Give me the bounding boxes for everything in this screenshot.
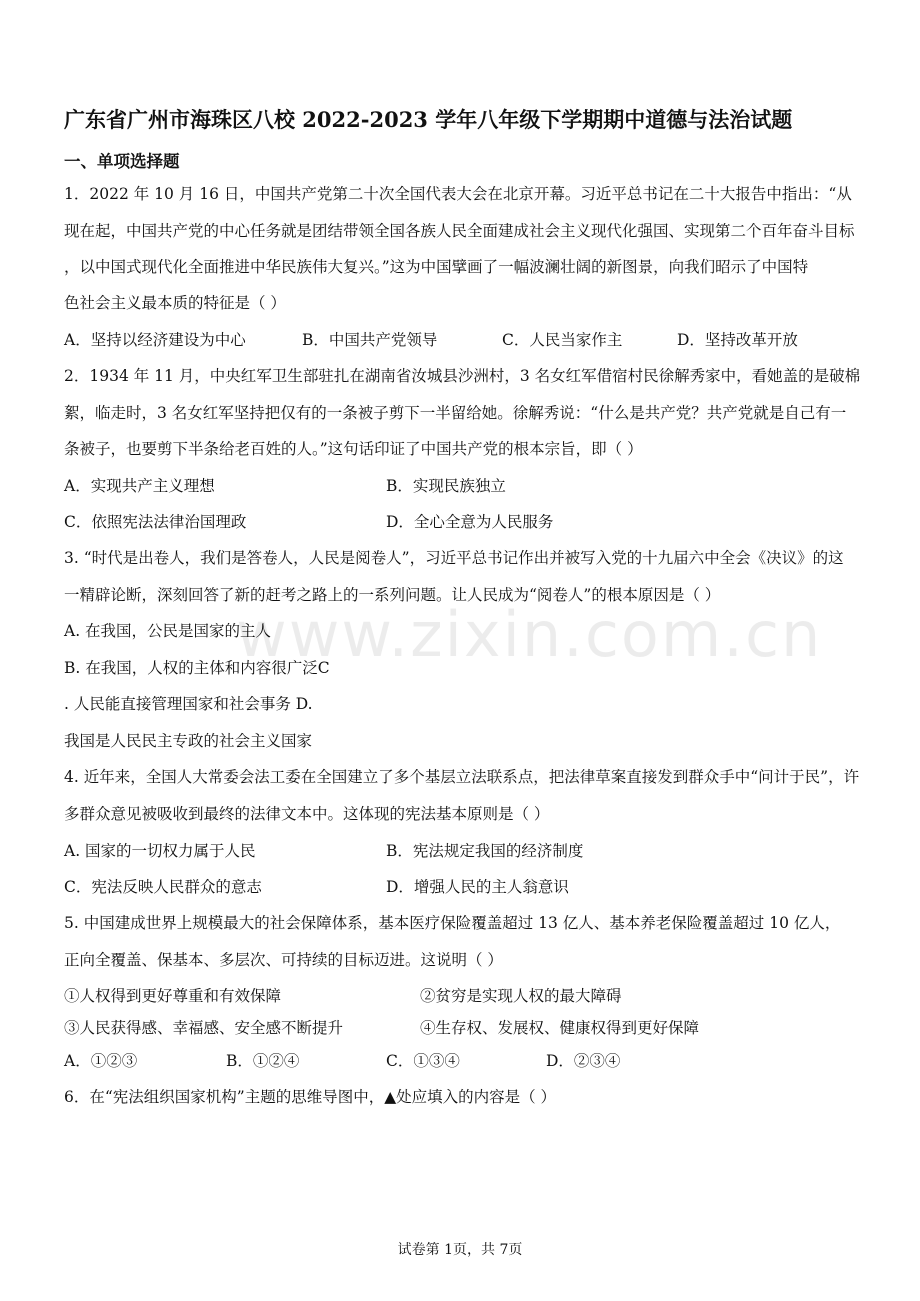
question-2-line-1: 2．1934 年 11 月，中央红军卫生部驻扎在湖南省汝城县沙洲村，3 名女红军借宿村民徐解秀家中，看她盖的是破棉 [64, 367, 861, 385]
page-footer: 试卷第 1页，共 7页 [397, 1242, 523, 1258]
question-5-option-b: B．①②④ [226, 1052, 300, 1070]
question-6-line-1: 6．在“宪法组织国家机构”主题的思维导图中，▲处应填入的内容是（ ） [64, 1088, 557, 1106]
question-5-option-c: C．①③④ [386, 1052, 460, 1070]
question-5-line-1: 5. 中国建成世界上规模最大的社会保障体系，基本医疗保险覆盖超过 13 亿人、基本养老保险覆盖超过 10 亿人， [64, 914, 841, 932]
question-4-option-d: D．增强人民的主人翁意识 [386, 878, 569, 896]
question-2-line-2: 絮，临走时，3 名女红军坚持把仅有的一条被子剪下一半留给她。徐解秀说：“什么是共产党？共产党就是自己有一 [64, 404, 847, 422]
question-4-line-1: 4. 近年来，全国人大常委会法工委在全国建立了多个基层立法联系点，把法律草案直接发到群众手中“问计于民”，许 [64, 768, 860, 786]
question-1-option-c: C．人民当家作主 [502, 331, 623, 349]
question-4-option-b: B．宪法规定我国的经济制度 [386, 842, 584, 860]
question-3-option-d: 我国是人民民主专政的社会主义国家 [64, 732, 313, 750]
question-1-option-b: B．中国共产党领导 [302, 331, 438, 349]
watermark-text: www.zixin.com.cn [236, 598, 823, 671]
question-3-option-b: B. 在我国，人权的主体和内容很广泛C [64, 659, 330, 677]
question-3-option-c: . 人民能直接管理国家和社会事务 D. [64, 695, 313, 713]
question-5-statement-1: ①人权得到更好尊重和有效保障 [64, 987, 282, 1005]
document-title: 广东省广州市海珠区八校 2022-2023 学年八年级下学期期中道德与法治试题 [64, 107, 793, 132]
question-3-line-2: 一精辟论断，深刻回答了新的赶考之路上的一系列问题。让人民成为“阅卷人”的根本原因是（ ） [64, 586, 721, 604]
question-5-statement-4: ④生存权、发展权、健康权得到更好保障 [420, 1019, 700, 1037]
question-1-line-3: ，以中国式现代化全面推进中华民族伟大复兴。”这为中国擘画了一幅波澜壮阔的新图景，向我们昭示了中国特 [64, 258, 809, 276]
section-heading: 一、单项选择题 [64, 152, 180, 171]
question-5-statement-2: ②贫穷是实现人权的最大障碍 [420, 987, 622, 1005]
question-2-line-3: 条被子，也要剪下半条给老百姓的人。”这句话印证了中国共产党的根本宗旨，即（ ） [64, 440, 643, 458]
question-4-line-2: 多群众意见被吸收到最终的法律文本中。这体现的宪法基本原则是（ ） [64, 805, 550, 823]
question-4-option-a: A. 国家的一切权力属于人民 [64, 842, 256, 860]
question-1-option-d: D．坚持改革开放 [677, 331, 798, 349]
question-3-option-a: A. 在我国，公民是国家的主人 [64, 622, 272, 640]
question-1-line-1: 1．2022 年 10 月 16 日，中国共产党第二十次全国代表大会在北京开幕。习近平总书记在二十大报告中指出：“从 [64, 185, 852, 203]
question-2-option-b: B．实现民族独立 [386, 477, 506, 495]
question-5-option-a: A．①②③ [64, 1052, 138, 1070]
question-4-option-c: C．宪法反映人民群众的意志 [64, 878, 262, 896]
question-2-option-a: A．实现共产主义理想 [64, 477, 215, 495]
question-2-option-d: D．全心全意为人民服务 [386, 513, 554, 531]
question-1-line-2: 现在起，中国共产党的中心任务就是团结带领全国各族人民全面建成社会主义现代化强国、实现第二个百年奋斗目标 [64, 222, 855, 240]
question-1-line-4: 色社会主义最本质的特征是（ ） [64, 294, 286, 312]
question-3-line-1: 3. “时代是出卷人，我们是答卷人，人民是阅卷人”，习近平总书记作出并被写入党的十九届六中全会《决议》的这 [64, 549, 844, 567]
question-5-statement-3: ③人民获得感、幸福感、安全感不断提升 [64, 1019, 344, 1037]
question-2-option-c: C．依照宪法法律治国理政 [64, 513, 247, 531]
question-5-option-d: D．②③④ [546, 1052, 621, 1070]
question-5-line-2: 正向全覆盖、保基本、多层次、可持续的目标迈进。这说明（ ） [64, 951, 503, 969]
question-1-option-a: A．坚持以经济建设为中心 [64, 331, 246, 349]
